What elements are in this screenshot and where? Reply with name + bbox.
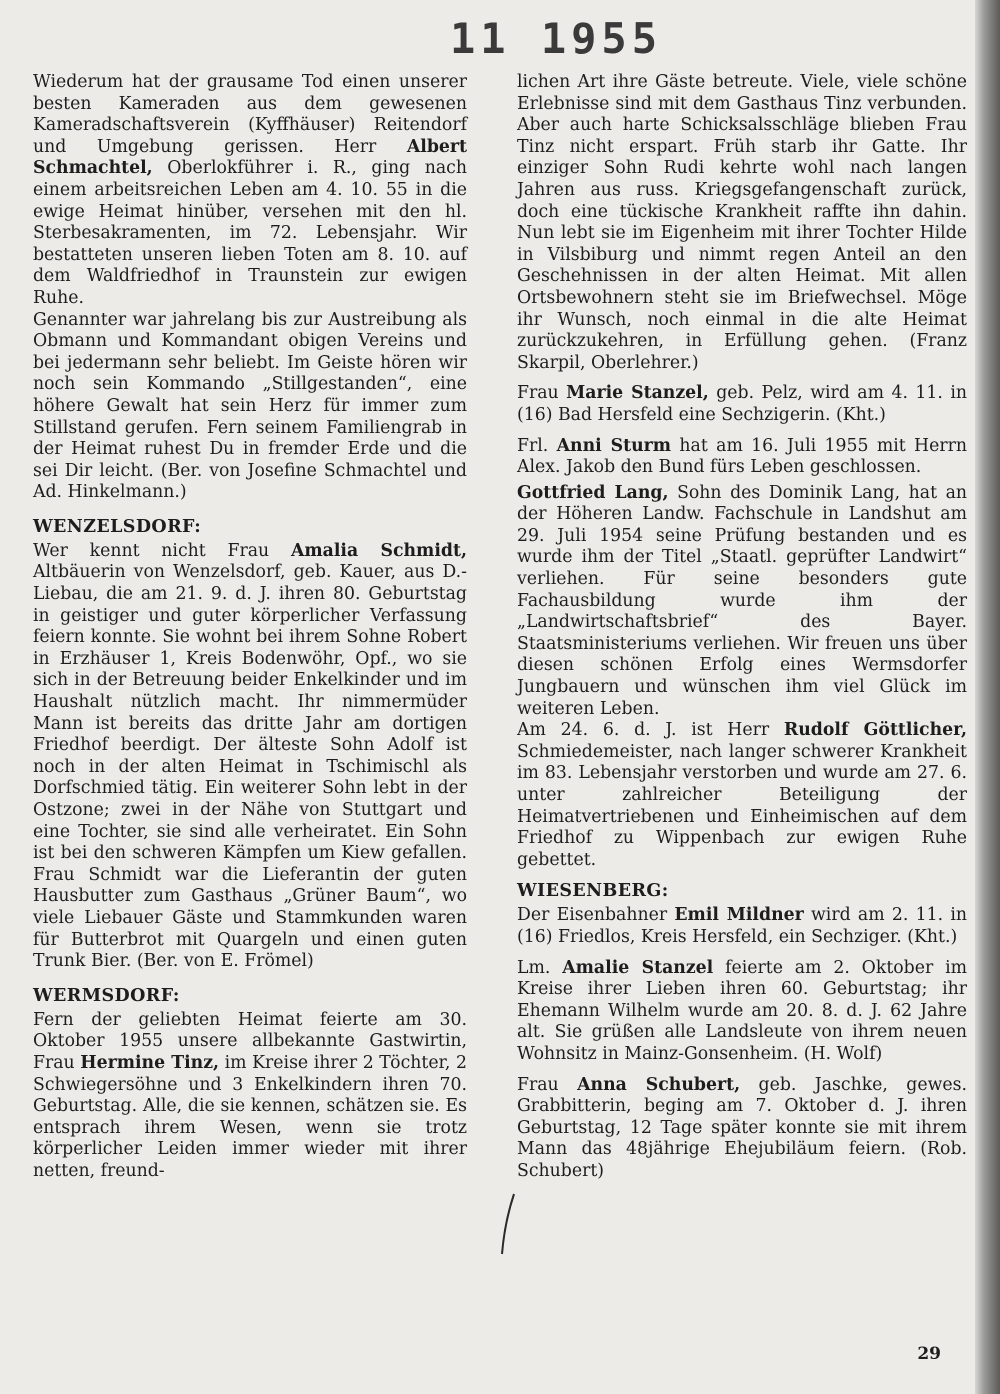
article-lang: Gottfried Lang, Sohn des Dominik Lang, hat an der Höheren Landw. Fachschule in Landshut am 29. Juli 1954 seine Prüfung bestanden und es wurde ihm der Titel „Staatl. geprüfter Landwirt“ verliehen. Für seine besonders gute Fachausbildung wurde ihm der „Landwirtschaftsbrief“ des Bayer. Staatsministeriums verliehen. Wir freuen uns über diesen schönen Erfolg eines Wermsdorfer Jungbauern und wünschen ihm viel Glück im weiteren Leben. <box>517 482 967 719</box>
person-name: Amalia Schmidt, <box>290 540 467 561</box>
article-goettlicher: Am 24. 6. d. J. ist Herr Rudolf Göttlicher, Schmiedemeister, nach langer schwerer Krankheit im 83. Lebensjahr verstorben und wurde am 27. 6. unter zahlreicher Beteiligung der Heimatvertriebenen und Einheimischen auf dem Friedhof zu Wippenbach zur ewigen Ruhe gebettet. <box>517 720 967 870</box>
article-sturm: Frl. Anni Sturm hat am 16. Juli 1955 mit Herrn Alex. Jakob den Bund fürs Leben geschlossen. <box>517 435 967 478</box>
person-name: Anna Schubert, <box>577 1074 741 1095</box>
article-tinz: Fern der geliebten Heimat feierte am 30. Oktober 1955 unsere allbekannte Gastwirtin, Frau Hermine Tinz, im Kreise ihrer 2 Töchter, 2 Schwiegersöhne und 3 Enkelkindern ihren 70. Geburtstag. Alle, die sie kennen, schätzen sie. Es entsprach ihrem Wesen, wenn sie trotz körperlicher Leiden immer wieder mit ihrer netten, freund- <box>33 1009 467 1181</box>
pencil-mark-icon <box>494 1190 522 1260</box>
person-name: Amalie Stanzel <box>562 957 714 978</box>
article-marie-stanzel: Frau Marie Stanzel, geb. Pelz, wird am 4. 11. in (16) Bad Hersfeld eine Sechzigerin. (Kht.) <box>517 383 967 425</box>
person-name: Emil Mildner <box>674 905 804 926</box>
article-schubert: Frau Anna Schubert, geb. Jaschke, gewes. Grabbitterin, beging am 7. Oktober d. J. ihren Geburtstag, 12 Tage später konnte sie mit ihrem Mann das 48jährige Ehejubiläum feiern. (Rob. Schubert) <box>517 1074 967 1181</box>
person-name: Rudolf Göttlicher, <box>783 720 967 741</box>
section-heading-wiesenberg: WIESENBERG: <box>517 881 669 902</box>
article-schmidt: Wer kennt nicht Frau Amalia Schmidt, Altbäuerin von Wenzelsdorf, geb. Kauer, aus D.-Liebau, die am 21. 9. d. J. ihren 80. Geburtstag in geistiger und guter körperlicher Verfassung feiern konnte. Sie wohnt bei ihrem Sohne Robert in Erzhäuser 1, Kreis Bodenwöhr, Opf., wo sie sich in der Betreuung beider Enkelkinder und im Haushalt nützlich macht. Ihr nimmermüder Mann ist bereits das dritte Jahr am dortigen Friedhof beerdigt. Der älteste Sohn Adolf ist noch in der alten Heimat in Tschimischl als Dorfschmied tätig. Ein weiterer Sohn lebt in der Ostzone; zwei in der Nähe von Stuttgart und eine Tochter, sie sind alle verheiratet. Ein Sohn ist bei den schweren Kämpfen um Kiew gefallen. Frau Schmidt war die Lieferantin der guten Hausbutter zum Gasthaus „Grüner Baum“, wo viele Liebauer Gäste und Stammkunden waren für Butterbrot mit Quargeln und einen guten Trunk Bier. (Ber. von E. Frömel) <box>33 540 467 972</box>
date-stamp: 11 1955 <box>450 14 663 63</box>
person-name: Albert Schmachtel, <box>33 136 467 179</box>
section-heading-wermsdorf: WERMSDORF: <box>33 985 180 1006</box>
page-number: 29 <box>917 1344 941 1364</box>
left-column <box>33 72 467 1183</box>
right-column <box>517 72 967 1183</box>
section-heading-wenzelsdorf: WENZELSDORF: <box>33 516 202 537</box>
article-amalie-stanzel: Lm. Amalie Stanzel feierte am 2. Oktober im Kreise ihrer Lieben ihren 60. Geburtstag; ihr Ehemann Wilhelm wurde am 20. 8. d. J. 62 Jahre alt. Sie grüßen alle Landsleute von ihrem neuen Wohnsitz in Mainz-Gonsenheim. (H. Wolf) <box>517 957 967 1064</box>
article-schmachtel: Wiederum hat der grausame Tod einen unserer besten Kameraden aus dem gewesenen Kameradschaftsverein (Kyffhäuser) Reitendorf und Umgebung gerissen. Herr Albert Schmachtel, Oberlokführer i. R., ging nach einem arbeitsreichen Leben am 4. 10. 55 in die ewige Heimat hinüber, versehen mit den hl. Sterbesakramenten, im 72. Lebensjahr. Wir bestatteten unseren lieben Toten am 8. 10. auf dem Waldfriedhof in Traunstein zur ewigen Ruhe. <box>33 72 467 308</box>
page-edge-shadow <box>975 0 1000 1394</box>
article-tinz-continued: lichen Art ihre Gäste betreute. Viele, viele schöne Erlebnisse sind mit dem Gasthaus Tinz verbunden. Aber auch harte Schicksalsschläge blieben Frau Tinz nicht erspart. Früh starb ihr Gatte. Ihr einziger Sohn Rudi kehrte wohl nach langen Jahren aus russ. Kriegsgefangenschaft zurück, doch eine tückische Krankheit raffte ihn dahin. Nun lebt sie im Eigenheim mit ihrer Tochter Hilde in Vilsbiburg und nimmt regen Anteil an den Geschehnissen in der alten Heimat. Mit allen Ortsbewohnern steht sie im Briefwechsel. Möge ihr Wunsch, noch einmal in die alte Heimat zurückzukehren, in Erfüllung gehen. (Franz Skarpil, Oberlehrer.) <box>517 72 967 373</box>
person-name: Gottfried Lang, <box>517 482 669 503</box>
article-schmachtel-continued: Genannter war jahrelang bis zur Austreibung als Obmann und Kommandant obigen Vereins und bei jedermann sehr beliebt. Im Geiste hören wir noch sein Kommando „Stillgestanden“, eine höhere Gewalt hat sein Herz für immer zum Stillstand gerufen. Fern seinem Familiengrab in der Heimat ruhest Du in fremder Erde und die sei Dir leicht. (Ber. von Josefine Schmachtel und Ad. Hinkelmann.) <box>33 309 467 503</box>
article-mildner: Der Eisenbahner Emil Mildner wird am 2. 11. in (16) Friedlos, Kreis Hersfeld, ein Sechziger. (Kht.) <box>517 905 967 947</box>
person-name: Anni Sturm <box>556 435 672 456</box>
person-name: Marie Stanzel, <box>566 383 709 404</box>
person-name: Hermine Tinz, <box>80 1052 220 1073</box>
